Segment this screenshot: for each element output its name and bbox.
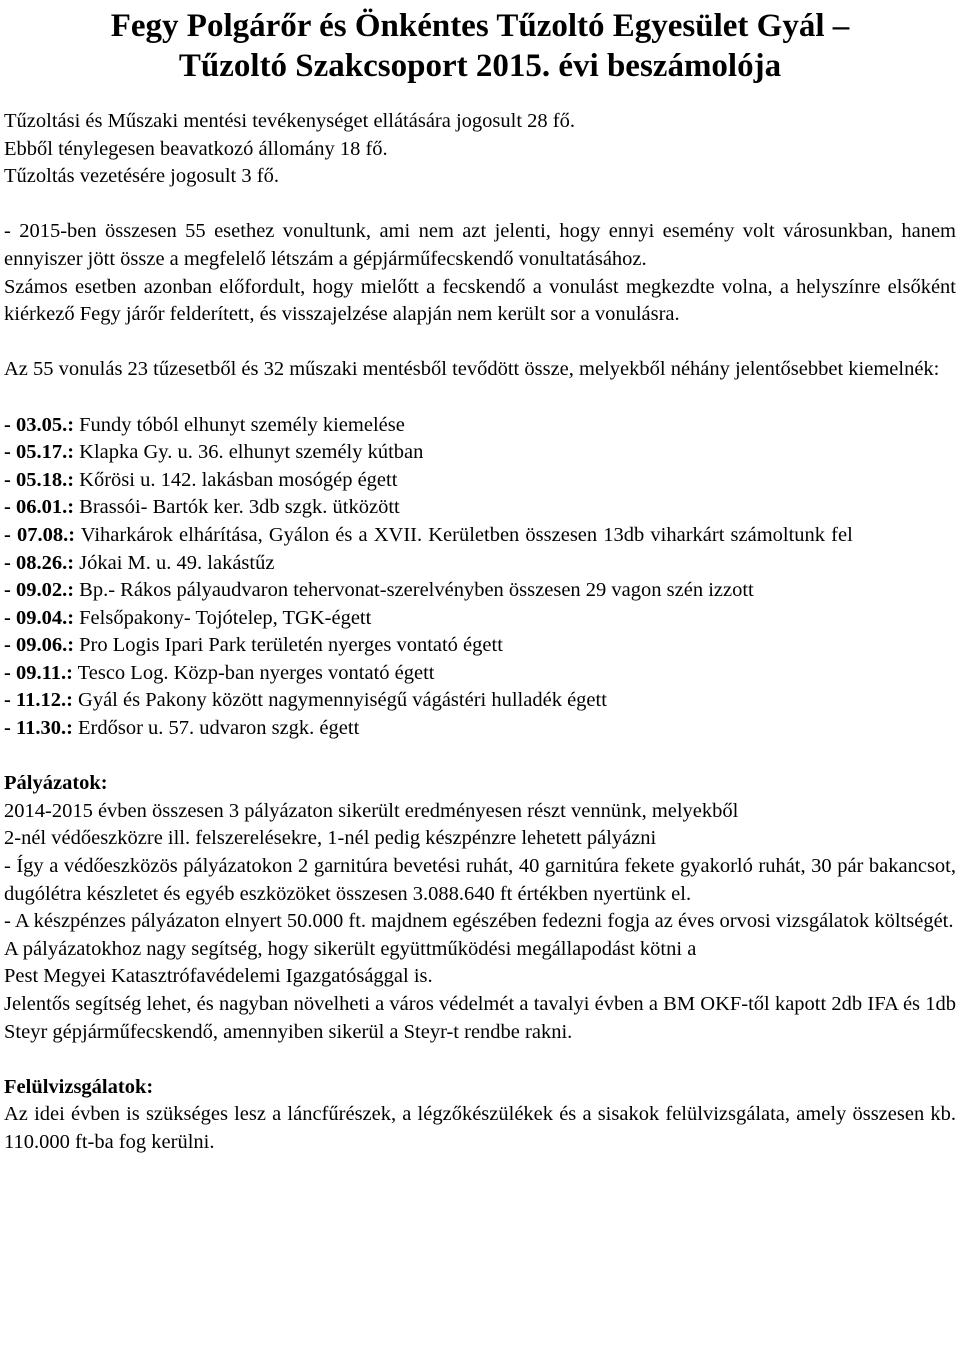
list-item bbox=[4, 467, 956, 495]
list-item bbox=[4, 715, 956, 743]
event-date: - 09.11.: bbox=[4, 661, 73, 684]
event-text: Klapka Gy. u. 36. elhunyt személy kútban bbox=[74, 441, 424, 464]
palyazatok-paragraph: Jelentős segítség lehet, és nagyban növelheti a város védelmét a tavalyi évben a BM OKF-től kapott 2db IFA és 1db Steyr gépjárműfecskendő, amennyiben sikerül a Steyr-t rendbe rakni. bbox=[4, 993, 956, 1043]
palyazatok-line: A pályázatokhoz nagy segítség, hogy sikerült együttműködési megállapodást kötni a bbox=[4, 937, 697, 960]
felulvizsgalatok-section bbox=[4, 1074, 956, 1157]
title-line-2: Tűzoltó Szakcsoport 2015. évi beszámolója bbox=[178, 48, 782, 84]
event-list bbox=[4, 412, 956, 743]
paragraph-vonulas: - 2015-ben összesen 55 esethez vonultunk, ami nem azt jelenti, hogy ennyi esemény volt városunkban, hanem ennyiszer jött össze a megfelelő létszám a gépjárműfecskendő vonultatásához. bbox=[4, 220, 956, 270]
event-text: Pro Logis Ipari Park területén nyerges vontató égett bbox=[74, 634, 503, 657]
event-date: - 11.30.: bbox=[4, 717, 73, 740]
event-date: - 08.26.: bbox=[4, 551, 75, 574]
event-text: Tesco Log. Közp-ban nyerges vontató égett bbox=[72, 661, 435, 684]
title-line-1: Fegy Polgárőr és Önkéntes Tűzoltó Egyesület Gyál – bbox=[110, 8, 850, 44]
event-text: Jókai M. u. 49. lakástűz bbox=[74, 551, 275, 574]
event-date: - 03.05.: bbox=[4, 413, 75, 436]
event-date: - 06.01.: bbox=[4, 496, 75, 519]
intro-section bbox=[4, 108, 956, 191]
paragraph-osszesites: Az 55 vonulás 23 tűzesetből és 32 műszaki mentésből tevődött össze, melyekből néhány jelentősebbet kiemelnék: bbox=[4, 358, 940, 381]
list-item bbox=[4, 660, 956, 688]
list-item bbox=[4, 632, 956, 660]
section-heading-palyazatok: Pályázatok: bbox=[4, 772, 108, 795]
event-date: - 07.08.: bbox=[4, 523, 76, 546]
list-item bbox=[4, 522, 956, 550]
event-date: - 09.06.: bbox=[4, 634, 75, 657]
palyazatok-paragraph: - A készpénzes pályázaton elnyert 50.000 ft. majdnem egészében fedezni fogja az éves orvosi vizsgálatok költségét. bbox=[4, 910, 954, 933]
list-item bbox=[4, 439, 956, 467]
event-text: Erdősor u. 57. udvaron szgk. égett bbox=[72, 717, 360, 740]
palyazatok-line: 2014-2015 évben összesen 3 pályázaton sikerült eredményesen részt vennünk, melyekből bbox=[4, 799, 739, 822]
event-text: Fundy tóból elhunyt személy kiemelése bbox=[74, 413, 405, 436]
section-heading-felulvizsgalatok: Felülvizsgálatok: bbox=[4, 1075, 154, 1098]
event-date: - 09.02.: bbox=[4, 579, 75, 602]
event-text: Brassói- Bartók ker. 3db szgk. ütközött bbox=[74, 496, 400, 519]
palyazatok-section bbox=[4, 770, 956, 1046]
event-date: - 09.04.: bbox=[4, 606, 75, 629]
palyazatok-paragraph: - Így a védőeszközös pályázatokon 2 garnitúra bevetési ruhát, 40 garnitúra fekete gyakorló ruhát, 30 pár bakancsot, dugólétra készletet és egyéb eszközöket összesen 3.088.640 ft értékben nyertünk el. bbox=[4, 855, 956, 905]
event-text: Bp.- Rákos pályaudvaron tehervonat-szerelvényben összesen 29 vagon szén izzott bbox=[74, 579, 754, 602]
event-date: - 05.18.: bbox=[4, 468, 75, 491]
event-text: Gyál és Pakony között nagymennyiségű vágástéri hulladék égett bbox=[72, 689, 607, 712]
event-text: Felsőpakony- Tojótelep, TGK-égett bbox=[74, 606, 372, 629]
event-text: Kőrösi u. 142. lakásban mosógép égett bbox=[74, 468, 398, 491]
palyazatok-line: 2-nél védőeszközre ill. felszerelésekre, 1-nél pedig készpénzre lehetett pályázni bbox=[4, 827, 657, 850]
list-item bbox=[4, 494, 956, 522]
intro-line: Tűzoltási és Műszaki mentési tevékenységet ellátására jogosult 28 fő. bbox=[4, 110, 575, 132]
palyazatok-line: Pest Megyei Katasztrófavédelemi Igazgatósággal is. bbox=[4, 965, 433, 988]
list-item bbox=[4, 687, 956, 715]
paragraph-fegy-jaror: Számos esetben azonban előfordult, hogy mielőtt a fecskendő a vonulást megkezdte volna, a helyszínre elsőként kiérkező Fegy járőr felderített, és visszajelzése alapján nem került sor a vonulásra. bbox=[4, 275, 956, 326]
list-item bbox=[4, 412, 956, 440]
list-item bbox=[4, 605, 956, 633]
event-date: - 05.17.: bbox=[4, 441, 75, 464]
intro-line: Tűzoltás vezetésére jogosult 3 fő. bbox=[4, 165, 279, 188]
document-title bbox=[4, 0, 956, 86]
event-text: Viharkárok elhárítása, Gyálon és a XVII. Kerületben összesen 13db viharkárt számoltunk fel bbox=[75, 523, 853, 546]
felulvizsgalatok-paragraph: Az idei évben is szükséges lesz a láncfűrészek, a légzőkészülékek és a sisakok felülvizsgálata, amely összesen kb. 110.000 ft-ba fog kerülni. bbox=[4, 1103, 956, 1153]
intro-line: Ebből ténylegesen beavatkozó állomány 18 fő. bbox=[4, 137, 388, 160]
event-date: - 11.12.: bbox=[4, 689, 73, 712]
list-item bbox=[4, 550, 956, 578]
list-item bbox=[4, 577, 956, 605]
